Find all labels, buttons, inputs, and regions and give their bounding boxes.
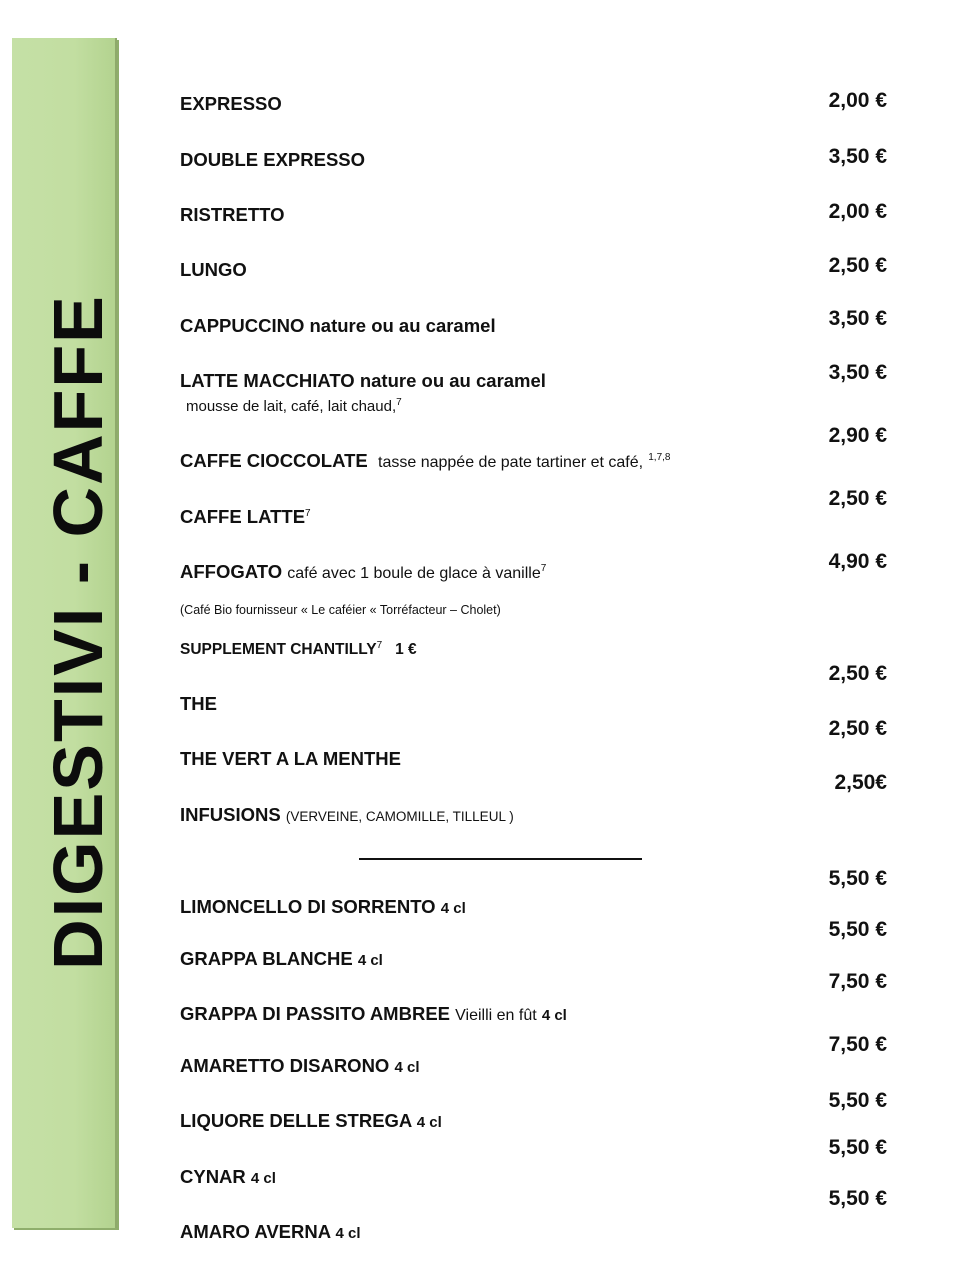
item-name: LATTE MACCHIATO nature ou au caramel	[180, 370, 546, 391]
menu-item	[180, 1110, 442, 1132]
menu-item	[180, 896, 466, 918]
item-name: EXPRESSO	[180, 93, 282, 114]
menu-item	[180, 1221, 361, 1243]
item-price: 2,90 €	[828, 424, 887, 447]
item-unit: 4 cl	[541, 1007, 567, 1024]
item-price: 2,00 €	[828, 200, 887, 223]
item-price: 2,50 €	[828, 487, 887, 510]
item-name: AFFOGATO	[180, 561, 283, 582]
supplement-line	[180, 640, 417, 659]
item-price: 3,50 €	[828, 145, 887, 168]
allergen-note: 7	[376, 640, 383, 651]
coffee-note: (Café Bio fournisseur « Le caféier « Torréfacteur – Cholet)	[180, 603, 501, 617]
item-name: GRAPPA BLANCHE	[180, 948, 353, 969]
item-unit: 4 cl	[440, 900, 466, 917]
item-description: (VERVEINE, CAMOMILLE, TILLEUL )	[285, 809, 514, 824]
menu-item	[180, 1166, 276, 1188]
item-name: CAFFE LATTE	[180, 506, 306, 527]
item-price: 3,50 €	[828, 361, 887, 384]
menu-item	[180, 804, 514, 826]
item-description: Vieilli en fût	[455, 1007, 537, 1024]
menu-item	[180, 561, 546, 583]
item-unit: 4 cl	[394, 1059, 420, 1076]
item-price: 5,50 €	[828, 918, 887, 941]
item-name: LIMONCELLO DI SORRENTO	[180, 896, 436, 917]
item-unit: 4 cl	[335, 1225, 361, 1242]
item-price: 2,00 €	[828, 89, 887, 112]
item-price: 4,90 €	[828, 550, 887, 573]
item-name: AMARETTO DISARONO	[180, 1055, 390, 1076]
item-name: DOUBLE EXPRESSO	[180, 149, 366, 170]
menu-item	[180, 506, 311, 528]
item-name: THE VERT A LA MENTHE	[180, 748, 401, 769]
item-name: THE	[180, 693, 217, 714]
allergen-note: 7	[540, 562, 547, 574]
item-unit: 4 cl	[250, 1170, 276, 1187]
allergen-note: 7	[305, 507, 311, 519]
menu-item	[180, 370, 546, 392]
item-price: 5,50 €	[828, 867, 887, 890]
menu-item	[180, 1055, 420, 1077]
item-description: café avec 1 boule de glace à vanille	[287, 565, 541, 582]
supplement-label: SUPPLEMENT CHANTILLY	[180, 641, 377, 659]
item-price: 2,50€	[834, 771, 887, 794]
item-name: GRAPPA DI PASSITO AMBREE	[180, 1003, 450, 1024]
item-price: 5,50 €	[828, 1089, 887, 1112]
menu-item	[180, 450, 670, 472]
item-price: 5,50 €	[828, 1136, 887, 1159]
menu-item	[180, 1003, 567, 1025]
item-price: 2,50 €	[828, 662, 887, 685]
item-description: tasse nappée de pate tartiner et café,	[378, 454, 644, 471]
item-price: 2,50 €	[828, 254, 887, 277]
item-name: AMARO AVERNA	[180, 1221, 331, 1242]
item-name: CAPPUCCINO nature ou au caramel	[180, 315, 496, 336]
item-name: LUNGO	[180, 259, 247, 280]
item-unit: 4 cl	[416, 1114, 442, 1131]
item-price: 3,50 €	[828, 307, 887, 330]
menu-item	[180, 693, 217, 715]
allergen-note: 1,7,8	[648, 451, 671, 463]
menu-item	[180, 259, 247, 281]
side-title: DIGESTIVI - CAFFE	[39, 294, 117, 970]
section-divider	[359, 858, 642, 860]
menu-item	[180, 204, 285, 226]
item-name: CAFFE CIOCCOLATE	[180, 450, 368, 471]
menu-item	[180, 948, 383, 970]
item-price: 7,50 €	[828, 1033, 887, 1056]
item-name: INFUSIONS	[180, 804, 281, 825]
item-name: RISTRETTO	[180, 204, 285, 225]
supplement-price: 1 €	[395, 641, 417, 659]
item-name: CYNAR	[180, 1166, 246, 1187]
menu-item	[180, 748, 401, 770]
item-price: 5,50 €	[828, 1187, 887, 1210]
item-description: mousse de lait, café, lait chaud,$^7$	[186, 397, 402, 415]
item-price: 2,50 €	[828, 717, 887, 740]
menu-item	[180, 315, 496, 337]
item-unit: 4 cl	[357, 952, 383, 969]
allergen-note: 7	[396, 397, 402, 408]
item-name: LIQUORE DELLE STREGA	[180, 1110, 412, 1131]
item-price: 7,50 €	[828, 970, 887, 993]
menu-item	[180, 93, 282, 115]
menu-item	[180, 149, 365, 171]
